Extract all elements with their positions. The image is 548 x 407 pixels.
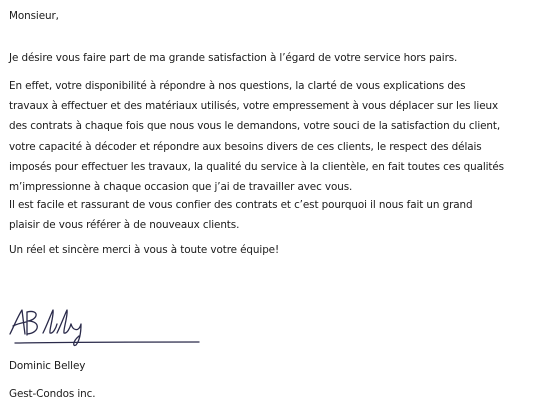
paragraph-details-line: En effet, votre disponibilité à répondre à nos questions, la clarté de vous explications des (9, 80, 466, 92)
paragraph-details-line: m’impressionne à chaque occasion que j’ai de travailler avec vous. (9, 181, 353, 194)
handwritten-signature (9, 300, 209, 348)
paragraph-details-line: votre capacité à décoder et répondre aux besoins divers de ces clients, le respect des délais (9, 140, 482, 153)
signature-name: Dominic Belley (9, 360, 86, 372)
paragraph-details-line: travaux à effectuer et des matériaux utilisés, votre empressement à vous déplacer sur les lieux (9, 100, 499, 113)
paragraph-referral-line: plaisir de vous référer à de nouveaux clients. (9, 219, 240, 232)
company-name: Gest-Condos inc. (9, 388, 96, 400)
salutation: Monsieur, (9, 10, 59, 22)
paragraph-referral (9, 195, 473, 235)
paragraph-intro: Je désire vous faire part de ma grande satisfaction à l’égard de votre service hors pairs. (9, 52, 458, 64)
paragraph-referral-line: Il est facile et rassurant de vous confier des contrats et c’est pourquoi il nous fait un grand (9, 199, 473, 211)
paragraph-thanks: Un réel et sincère merci à vous à toute votre équipe! (9, 244, 280, 256)
paragraph-details-line: des contrats à chaque fois que nous vous le demandons, votre souci de la satisfaction du client, (9, 120, 501, 133)
paragraph-details-line: imposés pour effectuer les travaux, la qualité du service à la clientèle, en fait toutes ces qualités (9, 160, 504, 173)
paragraph-details (9, 76, 504, 197)
